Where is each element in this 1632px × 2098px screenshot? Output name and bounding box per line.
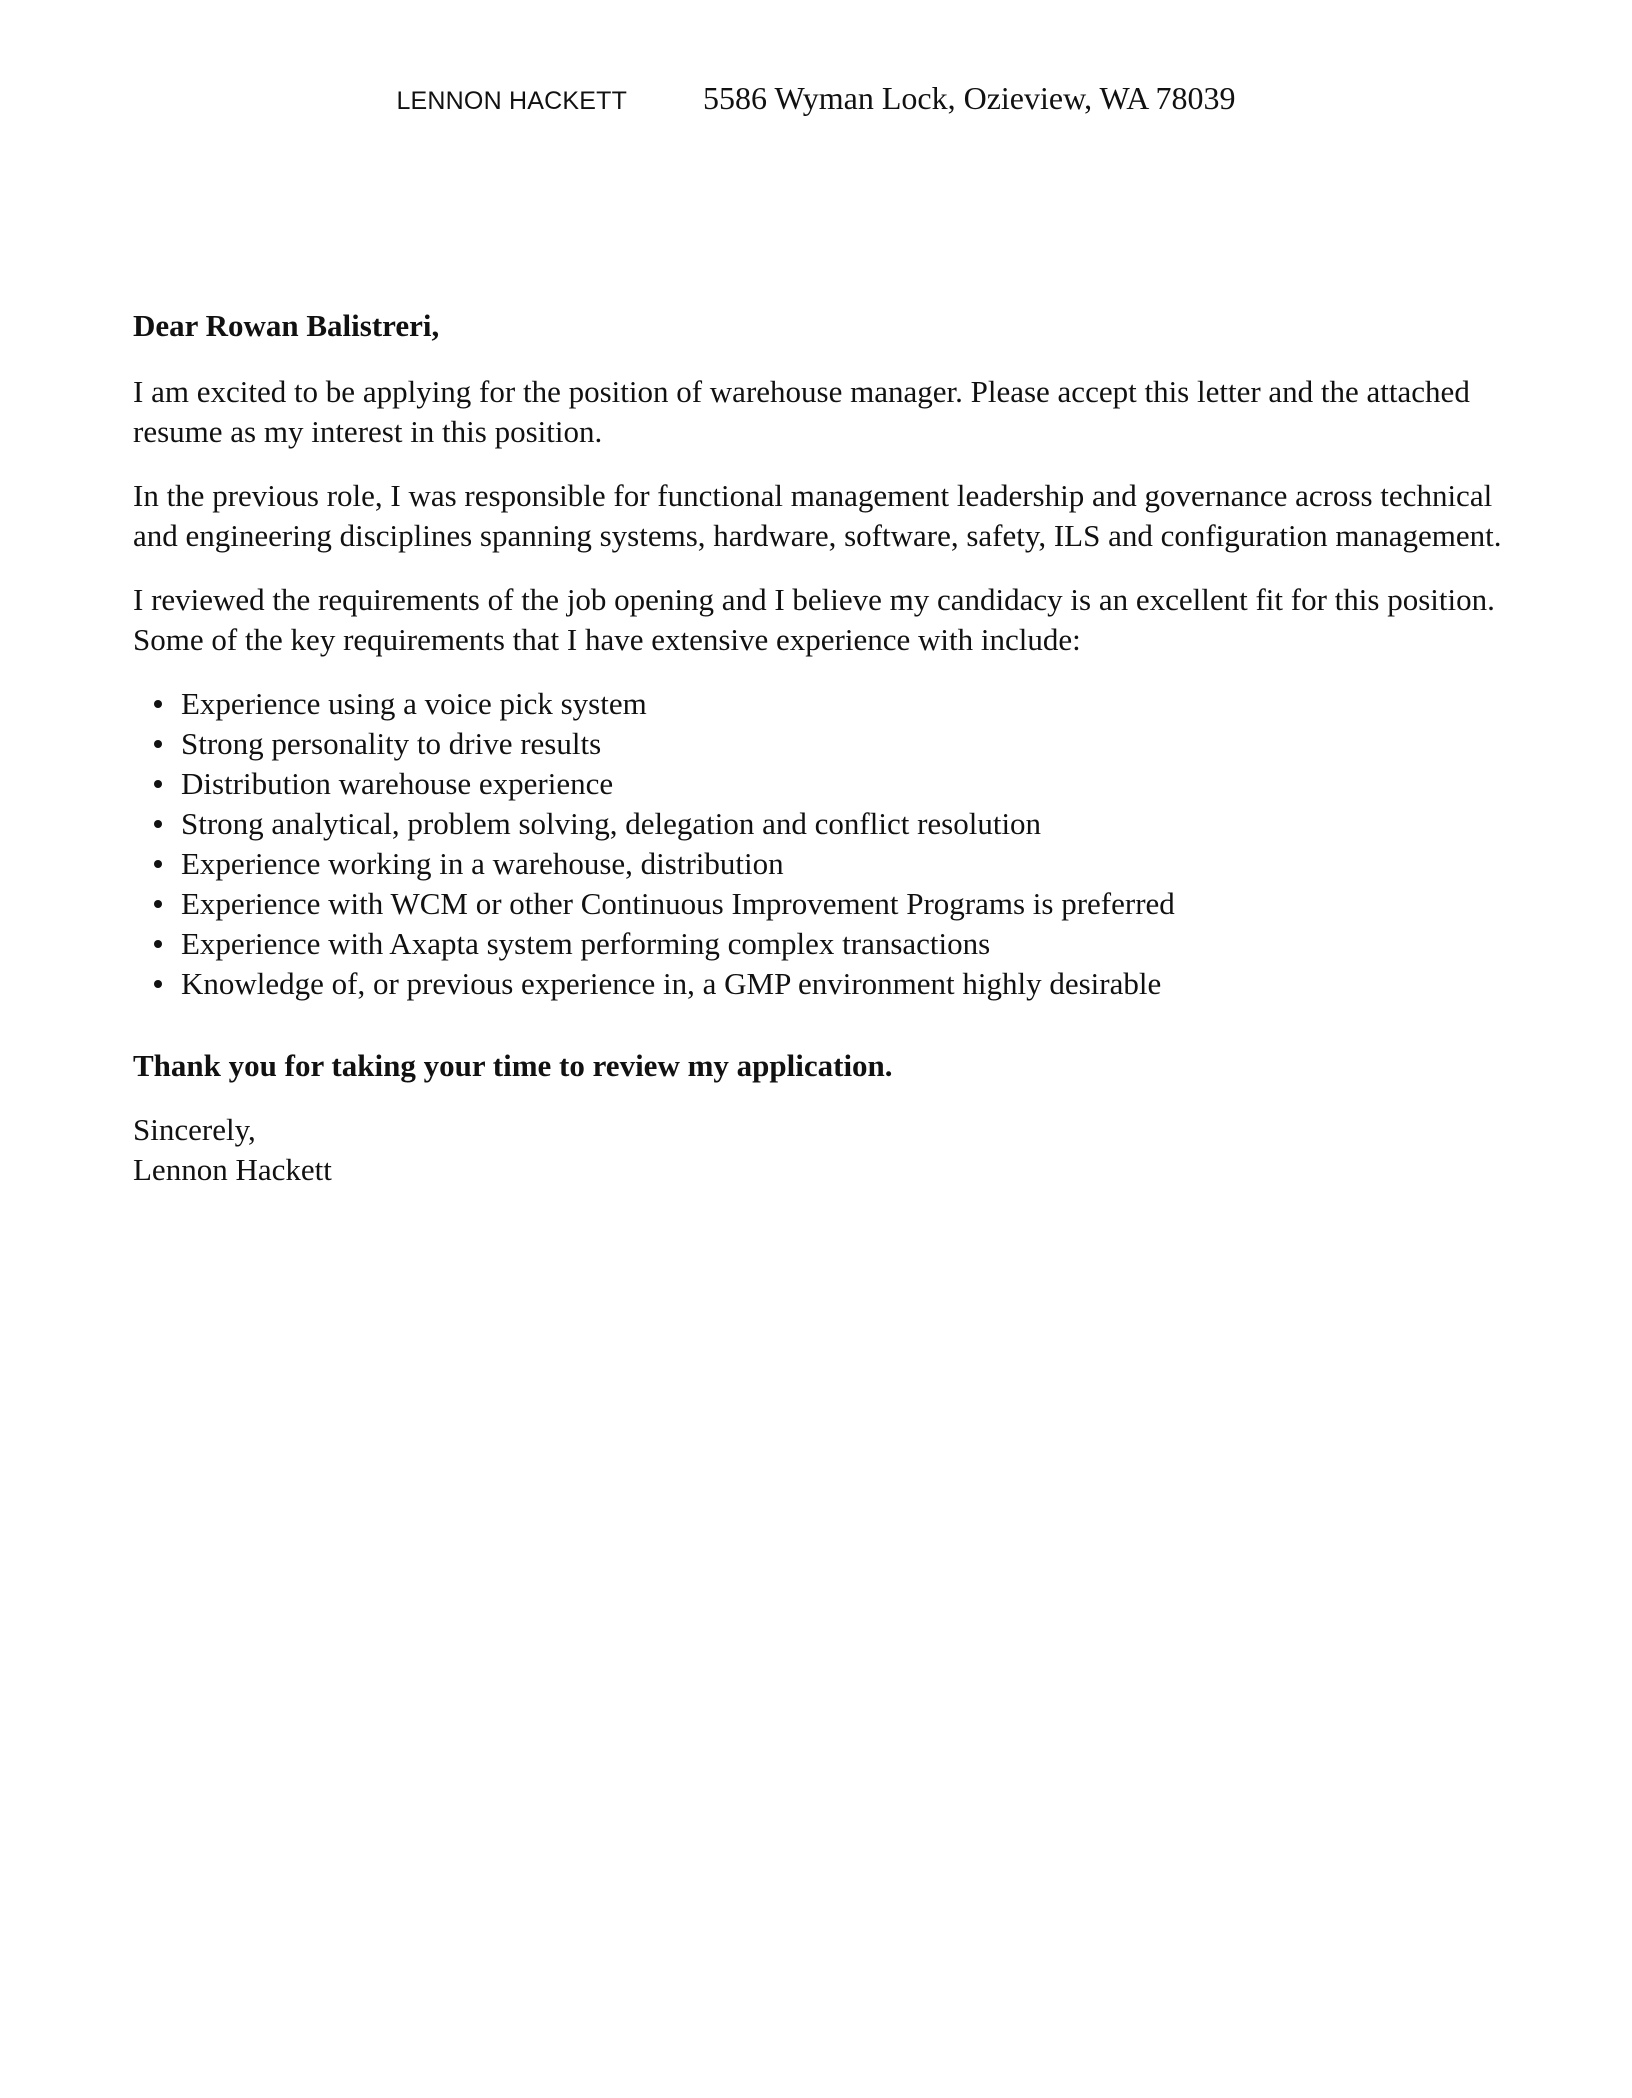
list-item-text: Experience with WCM or other Continuous Improvement Programs is preferred [181, 886, 1175, 921]
bullet-icon [154, 900, 162, 908]
signature: Lennon Hackett [133, 1152, 332, 1187]
intro-paragraph: I am excited to be applying for the position of warehouse manager. Please accept this letter and the attached resume as my interest in this position. [133, 374, 1470, 449]
bullet-icon [154, 740, 162, 748]
experience-paragraph: In the previous role, I was responsible for functional management leadership and governance across technical and engineering disciplines spanning systems, hardware, software, safety, ILS and configuration management. [133, 478, 1502, 553]
list-item-text: Strong analytical, problem solving, delegation and conflict resolution [181, 806, 1042, 841]
list-item-text: Distribution warehouse experience [181, 766, 614, 801]
list-item [133, 724, 1503, 764]
list-item-text: Experience working in a warehouse, distribution [181, 846, 784, 881]
sender-name: LENNON HACKETT [396, 87, 628, 115]
list-item-text: Experience with Axapta system performing complex transactions [181, 926, 991, 961]
sender-address: 5586 Wyman Lock, Ozieview, WA 78039 [703, 80, 1236, 116]
requirements-paragraph: I reviewed the requirements of the job opening and I believe my candidacy is an excellent fit for this position. Some of the key requirements that I have extensive experience with include: [133, 582, 1495, 657]
list-item [133, 924, 1503, 964]
bullet-icon [154, 780, 162, 788]
list-item-text: Knowledge of, or previous experience in, a GMP environment highly desirable [181, 966, 1162, 1001]
list-item-text: Experience using a voice pick system [181, 686, 647, 721]
list-item [133, 884, 1503, 924]
thanks-line: Thank you for taking your time to review my application. [133, 1048, 893, 1083]
bullet-icon [154, 980, 162, 988]
list-item [133, 964, 1503, 1004]
list-item [133, 684, 1503, 724]
requirements-list [133, 684, 1503, 1004]
list-item [133, 844, 1503, 884]
letter-header [0, 80, 1632, 124]
letter-body [133, 306, 1503, 1190]
bullet-icon [154, 940, 162, 948]
closing: Sincerely, [133, 1112, 256, 1147]
bullet-icon [154, 820, 162, 828]
list-item [133, 764, 1503, 804]
list-item [133, 804, 1503, 844]
bullet-icon [154, 700, 162, 708]
list-item-text: Strong personality to drive results [181, 726, 602, 761]
greeting: Dear Rowan Balistreri, [133, 308, 440, 343]
bullet-icon [154, 860, 162, 868]
